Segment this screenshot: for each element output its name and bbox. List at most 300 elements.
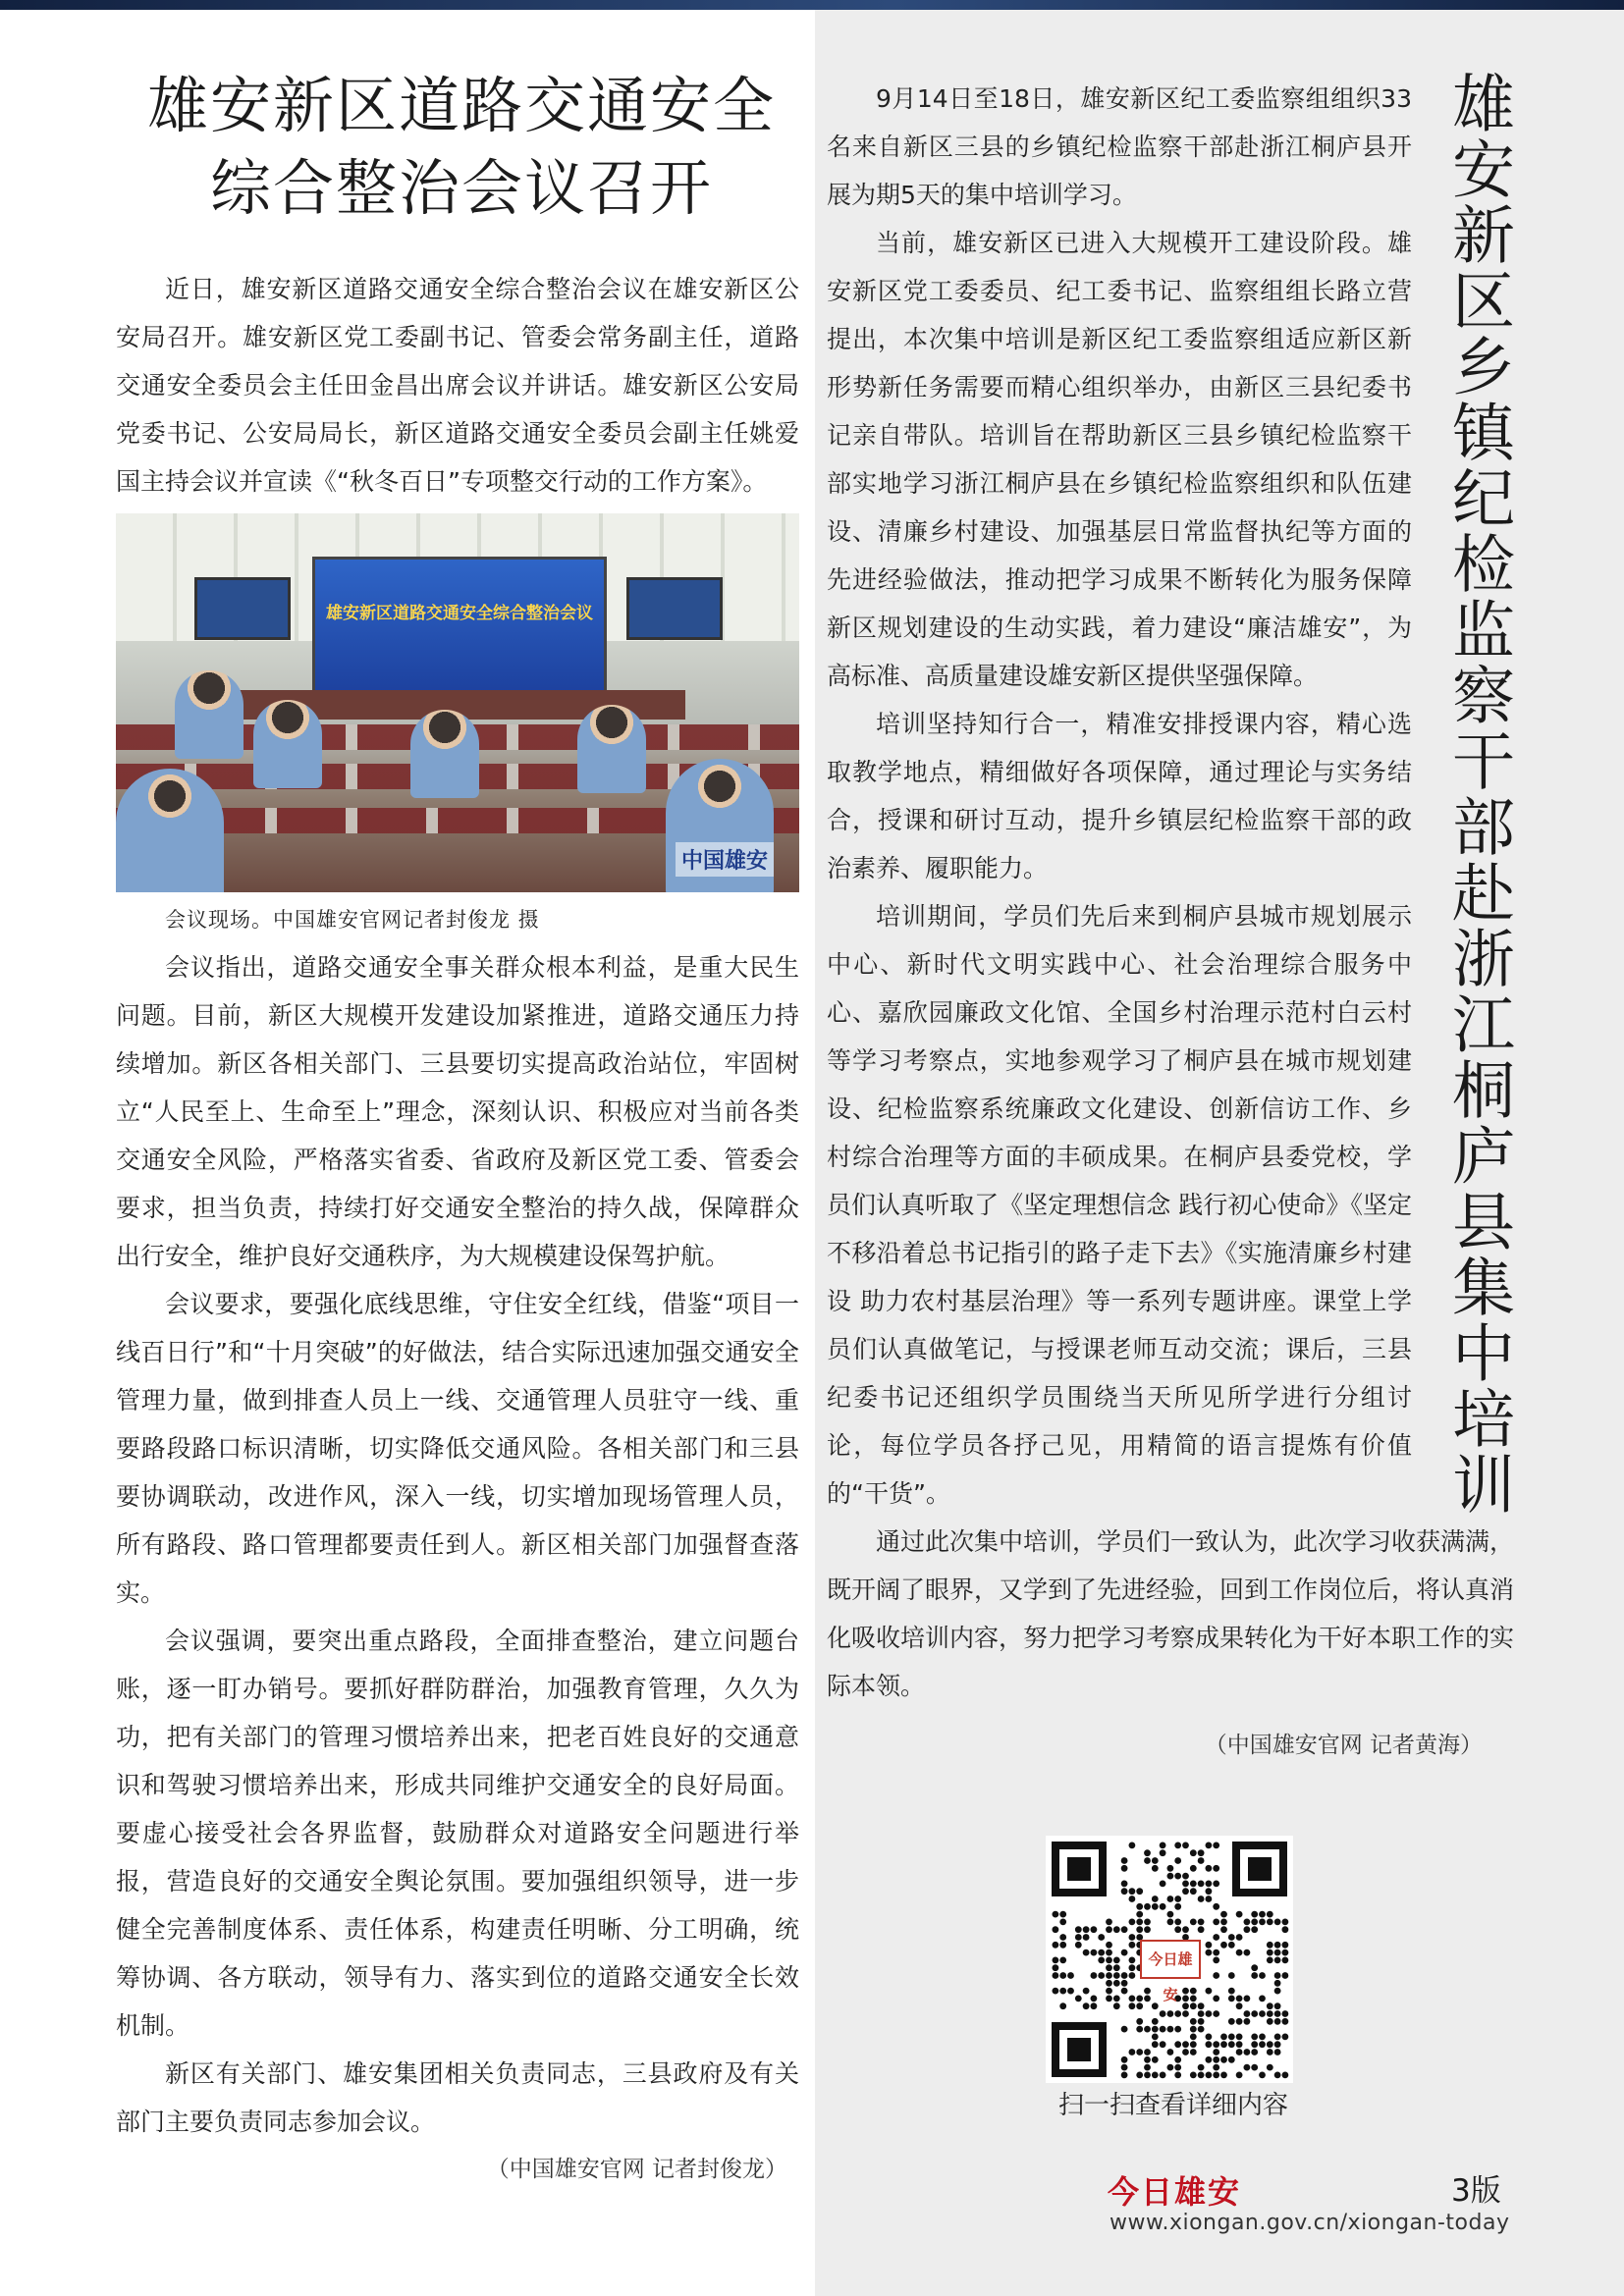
qr-module [1136, 2002, 1143, 2009]
qr-module [1059, 2002, 1066, 2009]
right-article-vertical-title: 雄安新区乡镇纪检监察干部赴浙江桐庐县集中培训 [1441, 71, 1514, 1518]
qr-module [1129, 1888, 1136, 1895]
qr-caption: 扫一扫查看详细内容 [1057, 2091, 1288, 2120]
qr-module [1244, 1949, 1251, 1956]
qr-module [1121, 1865, 1128, 1872]
qr-module [1160, 2026, 1166, 2033]
qr-module [1174, 1857, 1181, 1864]
qr-module [1282, 1942, 1289, 1949]
qr-module [1106, 1980, 1112, 1987]
qr-module [1075, 1996, 1082, 2002]
qr-code[interactable] [1046, 1836, 1293, 2083]
qr-module [1206, 1881, 1213, 1888]
qr-module [1282, 2010, 1289, 2017]
qr-module [1190, 1849, 1197, 1856]
photo-attendee [410, 710, 479, 798]
qr-module [1236, 1949, 1243, 1956]
qr-module [1274, 2002, 1281, 2009]
qr-module [1274, 1988, 1281, 1995]
qr-module [1059, 1942, 1066, 1949]
qr-module [1267, 1957, 1273, 1964]
qr-module [1274, 2049, 1281, 2056]
qr-module [1083, 1934, 1090, 1941]
qr-module [1190, 2026, 1197, 2033]
qr-module [1182, 1888, 1189, 1895]
qr-module [1129, 1972, 1136, 1979]
qr-module [1144, 2056, 1151, 2063]
qr-module [1220, 2041, 1227, 2048]
qr-module [1282, 1926, 1289, 1933]
qr-module [1136, 1919, 1143, 1926]
qr-module [1167, 2026, 1174, 2033]
qr-module [1213, 1949, 1219, 1956]
qr-module [1129, 1842, 1136, 1849]
qr-module [1206, 1865, 1213, 1872]
site-url[interactable]: www.xiongan.gov.cn/xiongan-today [1110, 2211, 1510, 2235]
qr-module [1198, 1896, 1205, 1902]
qr-module [1236, 1911, 1243, 1918]
qr-module [1106, 1949, 1112, 1956]
qr-module [1259, 2072, 1266, 2079]
qr-module [1198, 1881, 1205, 1888]
qr-module [1220, 1926, 1227, 1933]
qr-module [1152, 2041, 1159, 2048]
qr-module [1113, 1957, 1120, 1964]
qr-module [1190, 1881, 1197, 1888]
qr-module [1267, 2064, 1273, 2071]
qr-module [1282, 1957, 1289, 1964]
qr-module [1190, 1888, 1197, 1895]
qr-module [1067, 1988, 1074, 1995]
qr-module [1228, 2056, 1235, 2063]
qr-module [1160, 1881, 1166, 1888]
qr-module [1220, 1911, 1227, 1918]
qr-module [1244, 1919, 1251, 1926]
qr-module [1236, 2049, 1243, 2056]
qr-module [1106, 1919, 1112, 1926]
qr-module [1136, 1888, 1143, 1895]
photo-caption: 会议现场。中国雄安官网记者封俊龙 摄 [165, 908, 540, 932]
qr-module [1144, 2064, 1151, 2071]
photo-side-screen-left [194, 577, 291, 640]
qr-module [1152, 1857, 1159, 1864]
qr-module [1213, 2010, 1219, 2017]
qr-module [1182, 1996, 1189, 2002]
qr-module [1267, 2041, 1273, 2048]
qr-module [1174, 2041, 1181, 2048]
qr-module [1144, 1988, 1151, 1995]
qr-module [1106, 1942, 1112, 1949]
qr-module [1067, 1972, 1074, 1979]
qr-module [1160, 1903, 1166, 1910]
qr-module [1113, 1972, 1120, 1979]
qr-module [1244, 2064, 1251, 2071]
qr-module [1113, 1980, 1120, 1987]
qr-module [1259, 2041, 1266, 2048]
qr-module [1220, 2056, 1227, 2063]
qr-module [1136, 1911, 1143, 1918]
qr-module [1160, 1842, 1166, 1849]
qr-module [1228, 2041, 1235, 2048]
qr-module [1190, 1988, 1197, 1995]
qr-module [1251, 1972, 1258, 1979]
qr-module [1213, 1919, 1219, 1926]
qr-module [1213, 2049, 1219, 2056]
qr-module [1160, 2041, 1166, 2048]
qr-module [1059, 1957, 1066, 1964]
qr-module [1206, 1942, 1213, 1949]
qr-module [1236, 2072, 1243, 2079]
qr-module [1174, 1919, 1181, 1926]
qr-module [1098, 1949, 1105, 1956]
photo-attendee [577, 705, 646, 793]
qr-module [1267, 1911, 1273, 1918]
qr-module [1228, 2018, 1235, 2025]
qr-module [1121, 2072, 1128, 2079]
qr-module [1228, 1934, 1235, 1941]
qr-module [1206, 1888, 1213, 1895]
qr-module [1198, 1919, 1205, 1926]
qr-module [1121, 1926, 1128, 1933]
qr-module [1206, 2034, 1213, 2041]
qr-module [1053, 1957, 1059, 1964]
qr-module [1213, 1842, 1219, 1849]
qr-module [1206, 1842, 1213, 1849]
qr-module [1251, 2064, 1258, 2071]
qr-module [1113, 1996, 1120, 2002]
qr-module [1174, 2056, 1181, 2063]
qr-module [1053, 1911, 1059, 1918]
qr-module [1282, 1949, 1289, 1956]
qr-module [1251, 1964, 1258, 1971]
qr-module [1129, 1896, 1136, 1902]
qr-module [1236, 2041, 1243, 2048]
qr-module [1098, 1957, 1105, 1964]
qr-module [1053, 1972, 1059, 1979]
qr-module [1267, 2002, 1273, 2009]
photo-attendee [253, 700, 322, 788]
qr-module [1075, 1942, 1082, 1949]
qr-module [1167, 2049, 1174, 2056]
qr-module [1213, 1957, 1219, 1964]
qr-module [1059, 1911, 1066, 1918]
qr-module [1206, 2041, 1213, 2048]
qr-module [1182, 2002, 1189, 2009]
qr-module [1091, 1972, 1098, 1979]
qr-module [1236, 2002, 1243, 2009]
qr-module [1190, 2002, 1197, 2009]
qr-module [1182, 1873, 1189, 1880]
qr-module [1136, 2072, 1143, 2079]
qr-module [1075, 1926, 1082, 1933]
qr-module [1174, 1873, 1181, 1880]
qr-module [1198, 2010, 1205, 2017]
qr-module [1144, 1996, 1151, 2002]
left-paragraph-1: 近日，雄安新区道路交通安全综合整治会议在雄安新区公安局召开。雄安新区党工委副书记、管委会常务副主任，道路交通安全委员会主任田金昌出席会议并讲话。雄安新区公安局党委书记、公安局局长，新区道路交通安全委员会副主任姚爱国主持会议并宣读《“秋冬百日”专项整交行动的工作方案》。 [116, 275, 799, 496]
headline-line-2: 综合整治会议召开 [209, 152, 713, 224]
qr-module [1136, 1903, 1143, 1910]
qr-module [1190, 2018, 1197, 2025]
photo-main-screen [312, 557, 607, 704]
qr-module [1198, 1849, 1205, 1856]
qr-module [1213, 1996, 1219, 2002]
qr-module [1059, 1972, 1066, 1979]
right-paragraph-4: 培训期间，学员们先后来到桐庐县城市规划展示中心、新时代文明实践中心、社会治理综合服务中心、嘉欣园廉政文化馆、全国乡村治理示范村白云村等学习考察点，实地参观学习了桐庐县在城市规划建设、纪检监察系统廉政文化建设、创新信访工作、乡村综合治理等方面的丰硕成果。在桐庐县委党校，学员们认真听取了《坚定理想信念 践行初心使命》《坚定不移沿着总书记指引的路子走下去》《实施清廉乡村建设 助力农村基层治理》等一系列专题讲座。课堂上学员们认真做笔记，与授课老师互动交流；课后，三县纪委书记还组织学员围绕当天所见所学进行分组讨论，每位学员各抒己见，用精简的语言提炼有价值的“干货”。 [827, 902, 1412, 1508]
qr-module [1106, 1988, 1112, 1995]
qr-module [1236, 2018, 1243, 2025]
qr-module [1152, 2072, 1159, 2079]
qr-module [1182, 1881, 1189, 1888]
qr-module [1121, 1881, 1128, 1888]
qr-module [1144, 1903, 1151, 1910]
qr-module [1182, 1842, 1189, 1849]
qr-module [1174, 2072, 1181, 2079]
qr-module [1236, 2034, 1243, 2041]
qr-module [1228, 2034, 1235, 2041]
qr-module [1106, 1926, 1112, 1933]
qr-module [1106, 1957, 1112, 1964]
headline-line-1: 雄安新区道路交通安全 [146, 70, 776, 141]
qr-module [1121, 2064, 1128, 2071]
qr-module [1251, 1919, 1258, 1926]
qr-module [1251, 2034, 1258, 2041]
qr-module [1053, 1942, 1059, 1949]
photo-watermark: 中国雄安 [676, 842, 774, 877]
qr-module [1113, 1964, 1120, 1971]
qr-module [1236, 1934, 1243, 1941]
qr-module [1244, 2018, 1251, 2025]
qr-module [1167, 1919, 1174, 1926]
qr-module [1121, 1988, 1128, 1995]
qr-module [1129, 2049, 1136, 2056]
qr-module [1274, 2034, 1281, 2041]
qr-module [1106, 1964, 1112, 1971]
qr-module [1182, 1988, 1189, 1995]
qr-module [1198, 1926, 1205, 1933]
qr-module [1274, 2072, 1281, 2079]
qr-module [1053, 1964, 1059, 1971]
qr-module [1136, 1926, 1143, 1933]
qr-module [1144, 1849, 1151, 1856]
qr-module [1083, 1926, 1090, 1933]
qr-module [1174, 1842, 1181, 1849]
newspaper-brand-logo: 今日雄安 [1108, 2173, 1242, 2211]
qr-module [1160, 1849, 1166, 1856]
qr-module [1144, 1857, 1151, 1864]
qr-module [1267, 1949, 1273, 1956]
qr-module [1083, 2002, 1090, 2009]
qr-module [1152, 2056, 1159, 2063]
qr-module [1129, 1919, 1136, 1926]
qr-module [1106, 1996, 1112, 2002]
qr-module [1274, 1942, 1281, 1949]
right-paragraph-2: 当前，雄安新区已进入大规模开工建设阶段。雄安新区党工委委员、纪工委书记、监察组组长路立营提出，本次集中培训是新区纪工委监察组适应新区新形势新任务需要而精心组织举办，由新区三县纪委书记亲自带队。培训旨在帮助新区三县乡镇纪检监察干部实地学习浙江桐庐县在乡镇纪检监察组织和队伍建设、清廉乡村建设、加强基层日常监督执纪等方面的先进经验做法，推动把学习成果不断转化为服务保障新区规划建设的生动实践，着力建设“廉洁雄安”，为高标准、高质量建设雄安新区提供坚强保障。 [827, 229, 1412, 690]
qr-module [1244, 2010, 1251, 2017]
qr-module [1129, 1942, 1136, 1949]
top-color-bar [0, 0, 1624, 10]
qr-module [1274, 1980, 1281, 1987]
qr-module [1198, 2072, 1205, 2079]
qr-module [1213, 2056, 1219, 2063]
qr-module [1182, 2049, 1189, 2056]
qr-module [1129, 1934, 1136, 1941]
qr-module [1274, 2010, 1281, 2017]
qr-module [1182, 2041, 1189, 2048]
qr-module [1190, 2049, 1197, 2056]
qr-module [1121, 2026, 1128, 2033]
qr-module [1144, 2026, 1151, 2033]
qr-module [1228, 1996, 1235, 2002]
qr-module [1251, 2041, 1258, 2048]
qr-module [1282, 2072, 1289, 2079]
qr-module [1174, 1903, 1181, 1910]
qr-module [1220, 1942, 1227, 1949]
qr-module [1174, 1896, 1181, 1902]
qr-module [1121, 1888, 1128, 1895]
qr-module [1206, 1949, 1213, 1956]
qr-module [1136, 1996, 1143, 2002]
qr-module [1136, 2018, 1143, 2025]
qr-module [1274, 2041, 1281, 2048]
qr-module [1160, 2072, 1166, 2079]
qr-module [1213, 2072, 1219, 2079]
qr-module [1121, 2056, 1128, 2063]
qr-module [1053, 1926, 1059, 1933]
qr-module [1267, 2018, 1273, 2025]
qr-module [1228, 1942, 1235, 1949]
qr-module [1274, 1972, 1281, 1979]
qr-module [1213, 1903, 1219, 1910]
qr-module [1174, 2026, 1181, 2033]
qr-module [1282, 2018, 1289, 2025]
qr-module [1144, 1919, 1151, 1926]
qr-module [1274, 2018, 1281, 2025]
qr-module [1167, 1865, 1174, 1872]
qr-module [1091, 1949, 1098, 1956]
qr-module [1228, 1972, 1235, 1979]
qr-module [1198, 2064, 1205, 2071]
left-article-headline [98, 65, 825, 230]
qr-module [1206, 2072, 1213, 2079]
left-article-byline: （中国雄安官网 记者封俊龙） [486, 2157, 787, 2182]
qr-module [1213, 2041, 1219, 2048]
qr-module [1129, 1964, 1136, 1971]
qr-module [1136, 2026, 1143, 2033]
qr-module [1244, 1996, 1251, 2002]
qr-module [1267, 1919, 1273, 1926]
qr-module [1274, 1919, 1281, 1926]
qr-module [1174, 2064, 1181, 2071]
qr-module [1259, 2034, 1266, 2041]
qr-module [1206, 2056, 1213, 2063]
qr-module [1190, 1919, 1197, 1926]
qr-module [1113, 1926, 1120, 1933]
qr-module [1198, 2002, 1205, 2009]
qr-module [1121, 1972, 1128, 1979]
qr-module [1190, 2034, 1197, 2041]
photo-side-screen-right [626, 577, 723, 640]
qr-module [1198, 2026, 1205, 2033]
qr-module [1190, 2041, 1197, 2048]
qr-module [1152, 1865, 1159, 1872]
right-paragraph-3: 培训坚持知行合一，精准安排授课内容，精心选取教学地点，精细做好各项保障，通过理论与实务结合，授课和研讨互动，提升乡镇层纪检监察干部的政治素养、履职能力。 [827, 710, 1412, 882]
photo-attendee [116, 769, 224, 892]
left-article-body [116, 265, 799, 2191]
photo-screen-text: 雄安新区道路交通安全综合整治会议 [326, 604, 593, 623]
qr-module [1167, 2064, 1174, 2071]
right-paragraph-1: 9月14日至18日，雄安新区纪工委监察组组织33名来自新区三县的乡镇纪检监察干部赴浙江桐庐县开展为期5天的集中培训学习。 [827, 84, 1412, 209]
left-paragraph-3: 会议要求，要强化底线思维，守住安全红线，借鉴“项目一线百日行”和“十月突破”的好做法，结合实际迅速加强交通安全管理力量，做到排查人员上一线、交通管理人员驻守一线、重要路段路口标识清晰，切实降低交通风险。各相关部门和三县要协调联动，改进作风，深入一线，切实增加现场管理人员，所有路段、路口管理都要责任到人。新区相关部门加强督查落实。 [116, 1290, 799, 1607]
qr-module [1259, 1911, 1266, 1918]
qr-module [1152, 2026, 1159, 2033]
qr-module [1206, 2010, 1213, 2017]
qr-module [1251, 2010, 1258, 2017]
qr-module [1075, 1934, 1082, 1941]
qr-module [1059, 1919, 1066, 1926]
qr-module [1129, 1996, 1136, 2002]
qr-module [1282, 1972, 1289, 1979]
qr-module [1083, 1988, 1090, 1995]
qr-module [1174, 1926, 1181, 1933]
qr-module [1259, 2010, 1266, 2017]
qr-module [1152, 2002, 1159, 2009]
qr-module [1091, 2002, 1098, 2009]
meeting-photo [116, 513, 799, 892]
qr-module [1129, 2002, 1136, 2009]
edition-number: 3版 [1451, 2173, 1501, 2209]
qr-module [1244, 2049, 1251, 2056]
qr-module [1144, 2072, 1151, 2079]
qr-module [1206, 1896, 1213, 1902]
qr-module [1259, 1919, 1266, 1926]
left-paragraph-5: 新区有关部门、雄安集团相关负责同志，三县政府及有关部门主要负责同志参加会议。 [116, 2059, 799, 2136]
qr-module [1228, 1988, 1235, 1995]
qr-module [1206, 1988, 1213, 1995]
qr-module [1121, 1980, 1128, 1987]
qr-module [1274, 1949, 1281, 1956]
qr-module [1182, 2010, 1189, 2017]
qr-module [1136, 2049, 1143, 2056]
qr-module [1282, 1919, 1289, 1926]
right-article-byline: （中国雄安官网 记者黄海） [1204, 1733, 1483, 1758]
qr-module [1098, 1972, 1105, 1979]
qr-module [1274, 1957, 1281, 1964]
qr-module [1059, 1988, 1066, 1995]
qr-module [1167, 1911, 1174, 1918]
qr-module [1220, 2034, 1227, 2041]
qr-module [1190, 1865, 1197, 1872]
right-paragraph-5: 通过此次集中培训，学员们一致认为，此次学习收获满满，既开阔了眼界，又学到了先进经验，回到工作岗位后，将认真消化吸收培训内容，努力把学习考察成果转化为干好本职工作的实际本领。 [827, 1527, 1515, 1700]
qr-module [1106, 1972, 1112, 1979]
qr-module [1251, 2049, 1258, 2056]
qr-module [1282, 2034, 1289, 2041]
qr-module [1152, 1903, 1159, 1910]
qr-module [1259, 1972, 1266, 1979]
qr-module [1190, 1996, 1197, 2002]
qr-module [1182, 1926, 1189, 1933]
qr-module [1213, 2064, 1219, 2071]
qr-module [1190, 2072, 1197, 2079]
qr-module [1267, 2049, 1273, 2056]
qr-module [1213, 1865, 1219, 1872]
qr-module [1236, 1996, 1243, 2002]
qr-module [1167, 1873, 1174, 1880]
qr-module [1059, 1934, 1066, 1941]
qr-module [1152, 2018, 1159, 2025]
qr-module [1267, 2010, 1273, 2017]
left-paragraph-2: 会议指出，道路交通安全事关群众根本利益，是重大民生问题。目前，新区大规模开发建设加紧推进，道路交通压力持续增加。新区各相关部门、三县要切实提高政治站位，牢固树立“人民至上、生命至上”理念，深刻认识、积极应对当前各类交通安全风险，严格落实省委、省政府及新区党工委、管委会要求，担当负责，持续打好交通安全整治的持久战，保障群众出行安全，维护良好交通秩序，为大规模建设保驾护航。 [116, 953, 799, 1270]
qr-module [1167, 1896, 1174, 1902]
